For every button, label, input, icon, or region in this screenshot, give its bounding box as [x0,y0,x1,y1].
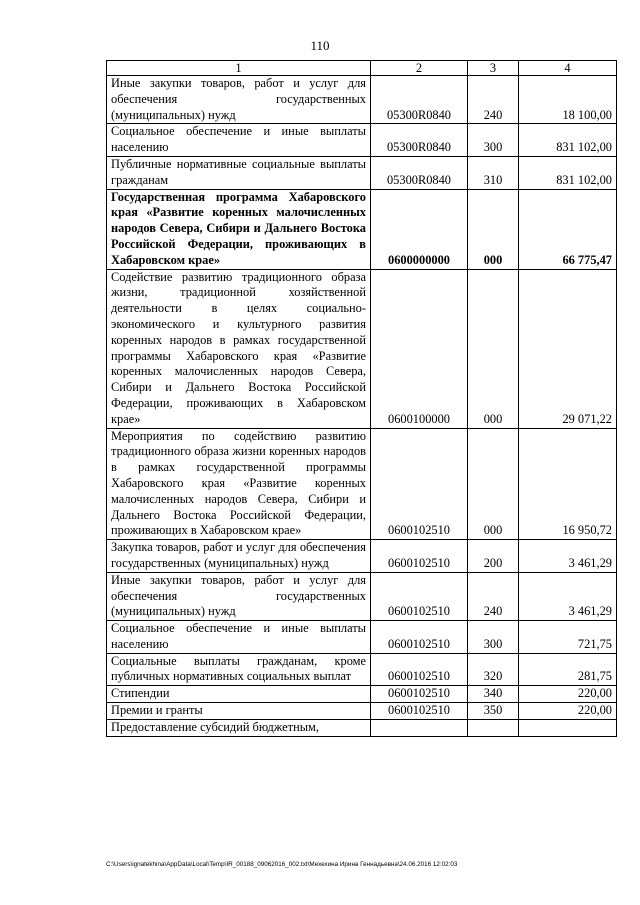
row-name-cell: Премии и гранты [107,703,371,720]
header-col-1: 1 [107,61,371,76]
row-type-cell: 000 [468,189,519,269]
row-name-cell: Закупка товаров, работ и услуг для обеспечения государственных (муниципальных) нужд [107,540,371,573]
row-sum-cell: 281,75 [519,653,617,686]
row-code-cell: 0600102510 [371,572,468,620]
row-sum-cell: 3 461,29 [519,540,617,573]
row-name-cell: Социальное обеспечение и иные выплаты населению [107,124,371,157]
row-sum-cell: 16 950,72 [519,428,617,540]
row-name-cell: Социальные выплаты гражданам, кроме публичных нормативных социальных выплат [107,653,371,686]
page-number: 110 [310,38,330,53]
header-col-3: 3 [468,61,519,76]
row-sum-cell: 3 461,29 [519,572,617,620]
row-sum-cell [519,719,617,736]
table-row [107,540,617,573]
table-row [107,76,617,124]
row-type-cell: 200 [468,540,519,573]
table-row [107,653,617,686]
row-name-cell: Содействие развитию традиционного образа жизни, традиционной хозяйственной деятельности в целях социально-экономического и культурного развития коренных народов в рамках государственной программы Хабаровского края «Развитие коренных малочисленных народов Севера, Сибири и Дальнего Востока Российской Федерации, проживающих в Хабаровском крае» [107,269,371,428]
row-type-cell: 340 [468,686,519,703]
row-code-cell: 0600102510 [371,540,468,573]
row-type-cell [468,719,519,736]
row-code-cell: 05300R0840 [371,76,468,124]
table-row [107,621,617,654]
row-sum-cell: 18 100,00 [519,76,617,124]
table-header-row [107,61,617,76]
row-name-cell: Иные закупки товаров, работ и услуг для обеспечения государственных (муниципальных) нужд [107,76,371,124]
row-type-cell: 240 [468,572,519,620]
row-code-cell: 0600102510 [371,428,468,540]
row-type-cell: 240 [468,76,519,124]
row-type-cell: 300 [468,124,519,157]
row-sum-cell: 29 071,22 [519,269,617,428]
table-row [107,428,617,540]
row-sum-cell: 220,00 [519,686,617,703]
table-row [107,572,617,620]
row-code-cell: 05300R0840 [371,156,468,189]
row-type-cell: 000 [468,428,519,540]
table-row [107,719,617,736]
row-code-cell: 0600102510 [371,686,468,703]
table-row [107,189,617,269]
row-code-cell: 0600100000 [371,269,468,428]
row-name-cell: Социальное обеспечение и иные выплаты населению [107,621,371,654]
row-sum-cell: 220,00 [519,703,617,720]
row-type-cell: 350 [468,703,519,720]
row-code-cell: 0600102510 [371,703,468,720]
row-sum-cell: 66 775,47 [519,189,617,269]
row-code-cell: 05300R0840 [371,124,468,157]
row-name-cell: Предоставление субсидий бюджетным, [107,719,371,736]
file-path-footer: C:\Users\ignatekhina\AppData\Local\Temp\IR_00188_09062016_002.txt\Мехехина Ирина Геннадьевна\24.06.2016 12:02:03 [106,861,458,868]
table-row [107,124,617,157]
row-sum-cell: 721,75 [519,621,617,654]
row-name-cell: Иные закупки товаров, работ и услуг для обеспечения государственных (муниципальных) нужд [107,572,371,620]
row-sum-cell: 831 102,00 [519,156,617,189]
row-code-cell: 0600102510 [371,653,468,686]
row-name-cell: Мероприятия по содействию развитию традиционного образа жизни коренных народов в рамках государственной программы Хабаровского края «Развитие коренных малочисленных народов Севера, Сибири и Дальнего Востока Российской Федерации, проживающих в Хабаровском крае» [107,428,371,540]
row-name-cell: Публичные нормативные социальные выплаты гражданам [107,156,371,189]
row-sum-cell: 831 102,00 [519,124,617,157]
row-code-cell: 0600102510 [371,621,468,654]
row-code-cell: 0600000000 [371,189,468,269]
table-row [107,269,617,428]
header-col-2: 2 [371,61,468,76]
row-type-cell: 000 [468,269,519,428]
row-type-cell: 300 [468,621,519,654]
row-type-cell: 320 [468,653,519,686]
row-name-cell: Государственная программа Хабаровского края «Развитие коренных малочисленных народов Севера, Сибири и Дальнего Востока Российской Федерации, проживающих в Хабаровском крае» [107,189,371,269]
row-type-cell: 310 [468,156,519,189]
table-row [107,686,617,703]
row-code-cell [371,719,468,736]
budget-table [106,60,617,737]
table-row [107,156,617,189]
header-col-4: 4 [519,61,617,76]
table-row [107,703,617,720]
row-name-cell: Стипендии [107,686,371,703]
